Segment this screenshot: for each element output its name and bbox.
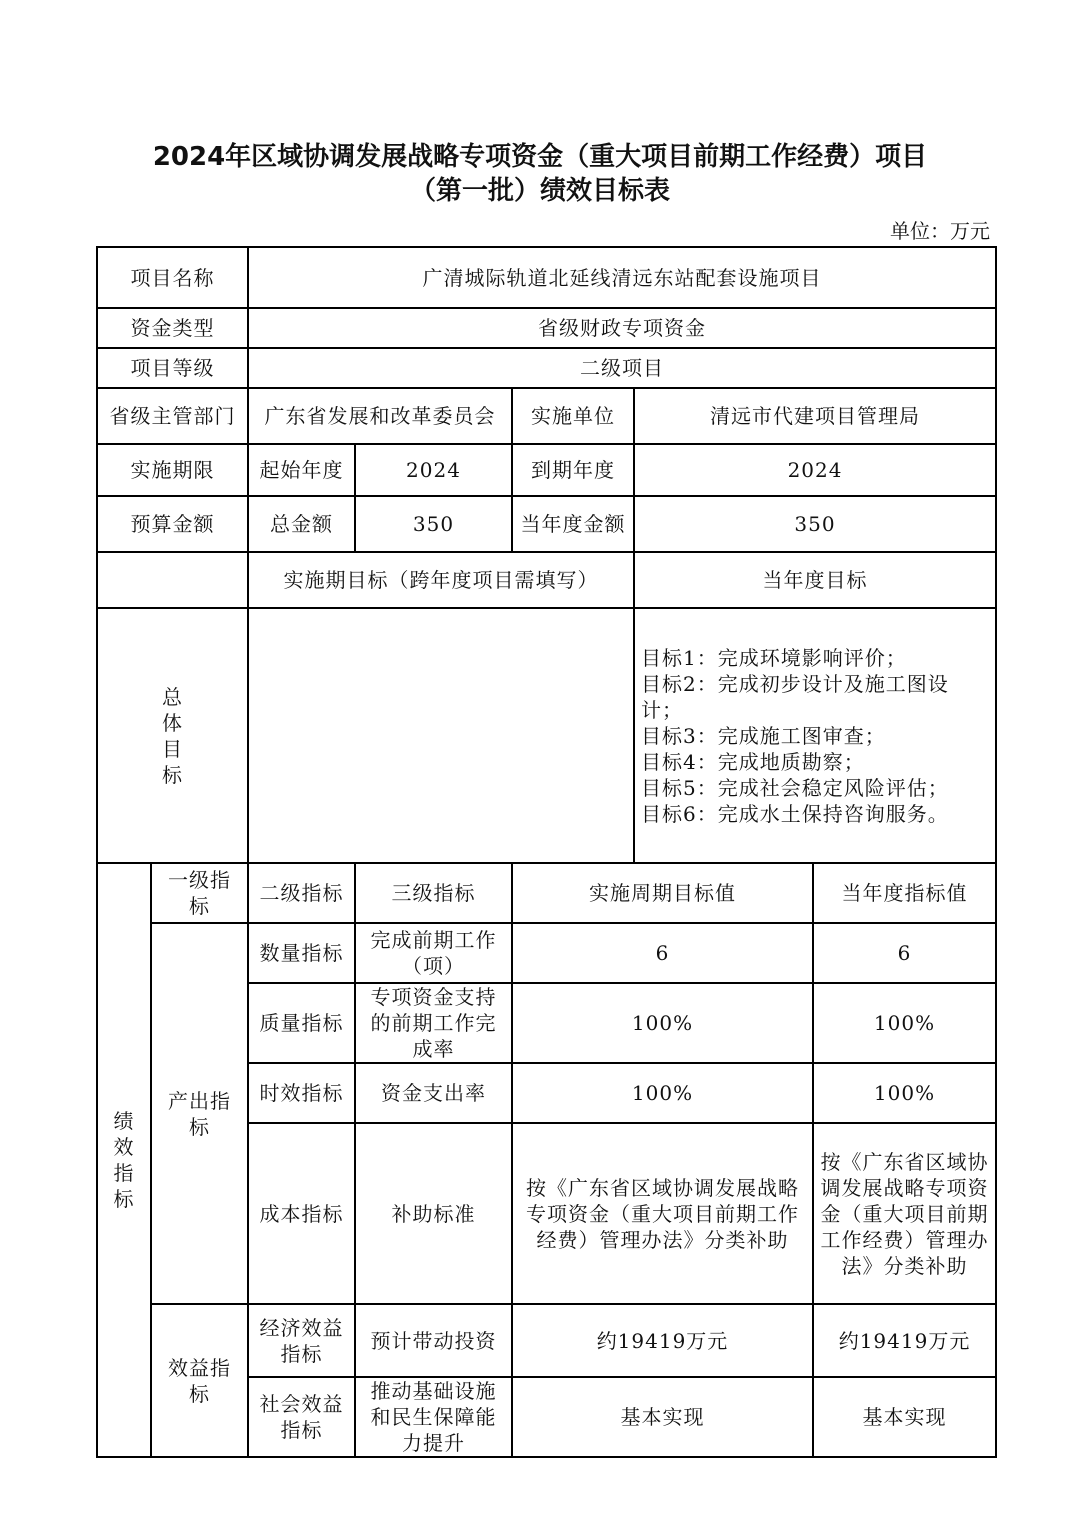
period-value-cell: 100% — [512, 983, 813, 1063]
period-value-cell: 100% — [512, 1063, 813, 1123]
performance-target-table — [96, 246, 997, 1458]
page-title-line2: （第一批）绩效目标表 — [409, 176, 670, 206]
impl-goal-header: 实施期目标（跨年度项目需填写） — [248, 552, 634, 608]
overall-goal-char: 目 — [162, 736, 183, 761]
indicators-section-label-line2: 指标 — [113, 1161, 135, 1211]
project-level-value: 二级项目 — [248, 348, 996, 388]
level3-cell: 资金支出率 — [355, 1063, 512, 1123]
goal-header-blank — [97, 552, 248, 608]
goal-item: 目标5：完成社会稳定风险评估； — [641, 775, 949, 800]
fund-type-value: 省级财政专项资金 — [248, 308, 996, 348]
output-indicator-label: 产出指标 — [151, 923, 248, 1304]
period-value-cell: 6 — [512, 923, 813, 983]
project-name-value: 广清城际轨道北延线清远东站配套设施项目 — [248, 247, 996, 308]
period-value-header: 实施周期目标值 — [512, 863, 813, 923]
row-project-name — [97, 247, 996, 308]
period-value-cell: 基本实现 — [512, 1377, 813, 1457]
budget-label: 预算金额 — [97, 496, 248, 552]
level3-cell: 专项资金支持的前期工作完成率 — [355, 983, 512, 1063]
level3-header: 三级指标 — [355, 863, 512, 923]
annual-value-cell: 按《广东省区域协调发展战略专项资金（重大项目前期工作经费）管理办法》分类补助 — [813, 1123, 996, 1304]
level2-cell: 时效指标 — [248, 1063, 355, 1123]
impl-unit-label: 实施单位 — [512, 388, 634, 444]
benefit-indicator-label: 效益指标 — [151, 1304, 248, 1457]
period-label: 实施期限 — [97, 444, 248, 496]
goal-item: 目标4：完成地质勘察； — [641, 749, 865, 774]
end-year-label: 到期年度 — [512, 444, 634, 496]
row-indicator-headers — [97, 863, 996, 923]
row-goal-headers — [97, 552, 996, 608]
indicators-section-label-line1: 绩效 — [113, 1109, 135, 1159]
annual-amount-value: 350 — [634, 496, 996, 552]
dept-value: 广东省发展和改革委员会 — [248, 388, 512, 444]
goal-item: 目标3：完成施工图审查； — [641, 723, 886, 748]
overall-goal-char: 标 — [162, 762, 183, 787]
annual-goal-text — [634, 608, 996, 863]
impl-unit-value: 清远市代建项目管理局 — [634, 388, 996, 444]
impl-goal-text — [248, 608, 634, 863]
annual-goal-header: 当年度目标 — [634, 552, 996, 608]
period-value-cell: 约19419万元 — [512, 1304, 813, 1377]
row-budget — [97, 496, 996, 552]
indicators-section-label — [97, 863, 151, 1457]
level2-cell: 质量指标 — [248, 983, 355, 1063]
annual-value-cell: 100% — [813, 1063, 996, 1123]
row-department — [97, 388, 996, 444]
end-year-value: 2024 — [634, 444, 996, 496]
overall-goal-char: 总 — [162, 684, 183, 709]
level1-header: 一级指标 — [151, 863, 248, 923]
annual-value-header: 当年度指标值 — [813, 863, 996, 923]
annual-value-cell: 100% — [813, 983, 996, 1063]
row-overall-goal — [97, 608, 996, 863]
annual-amount-label: 当年度金额 — [512, 496, 634, 552]
row-project-level — [97, 348, 996, 388]
level2-cell: 数量指标 — [248, 923, 355, 983]
table-row — [97, 923, 996, 983]
start-year-label: 起始年度 — [248, 444, 355, 496]
level3-cell: 完成前期工作（项） — [355, 923, 512, 983]
fund-type-label: 资金类型 — [97, 308, 248, 348]
overall-goal-char: 体 — [162, 710, 183, 735]
level3-cell: 预计带动投资 — [355, 1304, 512, 1377]
row-period — [97, 444, 996, 496]
project-level-label: 项目等级 — [97, 348, 248, 388]
overall-goal-label — [97, 608, 248, 863]
project-name-label: 项目名称 — [97, 247, 248, 308]
annual-value-cell: 约19419万元 — [813, 1304, 996, 1377]
period-value-cell: 按《广东省区域协调发展战略专项资金（重大项目前期工作经费）管理办法》分类补助 — [512, 1123, 813, 1304]
level2-cell: 社会效益指标 — [248, 1377, 355, 1457]
goal-item: 目标6：完成水土保持咨询服务。 — [641, 801, 949, 826]
dept-label: 省级主管部门 — [97, 388, 248, 444]
goal-item: 目标2：完成初步设计及施工图设计； — [641, 671, 949, 722]
annual-value-cell: 基本实现 — [813, 1377, 996, 1457]
level2-cell: 成本指标 — [248, 1123, 355, 1304]
level2-header: 二级指标 — [248, 863, 355, 923]
table-row — [97, 1304, 996, 1377]
total-label: 总金额 — [248, 496, 355, 552]
start-year-value: 2024 — [355, 444, 512, 496]
goal-item: 目标1：完成环境影响评价； — [641, 645, 907, 670]
page-title-line1: 2024年区域协调发展战略专项资金（重大项目前期工作经费）项目 — [152, 142, 928, 172]
annual-value-cell: 6 — [813, 923, 996, 983]
row-fund-type — [97, 308, 996, 348]
level3-cell: 补助标准 — [355, 1123, 512, 1304]
level3-cell: 推动基础设施和民生保障能力提升 — [355, 1377, 512, 1457]
level2-cell: 经济效益指标 — [248, 1304, 355, 1377]
unit-label: 单位：万元 — [890, 219, 990, 243]
total-value: 350 — [355, 496, 512, 552]
